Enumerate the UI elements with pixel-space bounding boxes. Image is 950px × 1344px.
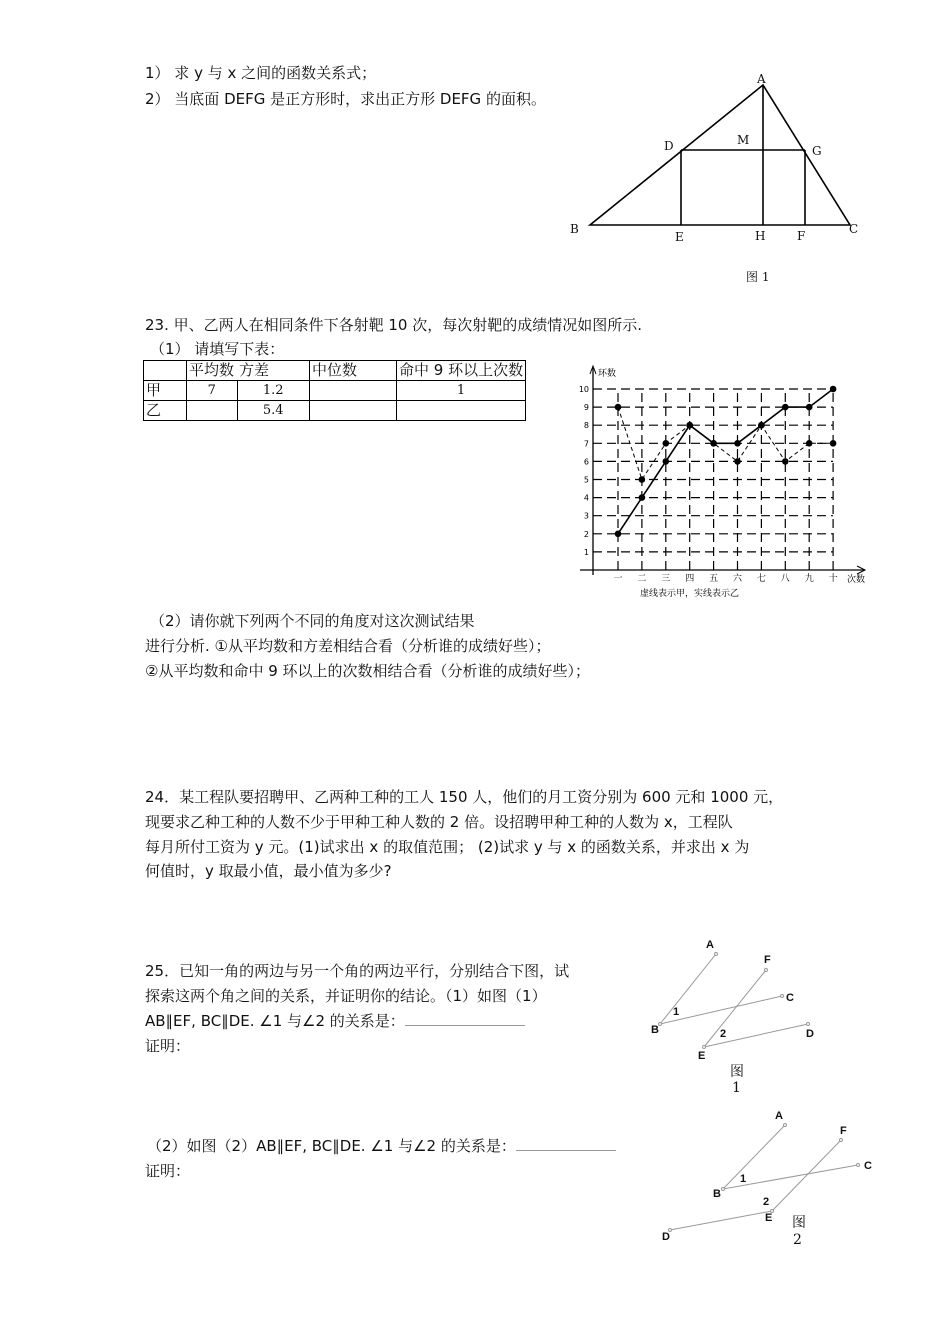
fig2-caption-b: 2	[793, 1232, 802, 1248]
label-f: F	[797, 229, 806, 243]
fig2-label-e: E	[765, 1212, 773, 1224]
fig2-label-a: A	[775, 1110, 783, 1122]
q22-line2: 2） 当底面 DEFG 是正方形时，求出正方形 DEFG 的面积。	[145, 90, 546, 108]
figure-1-caption: 图 1	[746, 270, 770, 284]
label-g: G	[812, 144, 822, 158]
proof-label-1: 证明：	[145, 1037, 191, 1055]
fig1-caption-a: 图	[730, 1064, 744, 1080]
x-tick-label: 六	[732, 574, 743, 584]
table-header: 方差	[237, 361, 310, 381]
data-point-甲	[639, 476, 646, 483]
data-point-乙	[710, 440, 717, 447]
table-header: 命中 9 环以上次数	[397, 361, 526, 381]
answer-blank-1[interactable]	[405, 1013, 525, 1026]
fig1-label-2: 2	[720, 1028, 727, 1040]
x-tick-label: 五	[709, 574, 719, 584]
y-tick-label: 8	[583, 421, 589, 431]
q24-line3: 每月所付工资为 y 元。(1)试求出 x 的取值范围； (2)试求 y 与 x 的函数关系，并求出 x 为	[145, 838, 750, 856]
data-point-乙	[686, 422, 693, 429]
q24-line4: 何值时，y 取最小值，最小值为多少?	[145, 862, 392, 880]
table-cell: 1	[397, 381, 526, 401]
y-tick-label: 4	[583, 493, 589, 503]
answer-blank-2[interactable]	[516, 1138, 616, 1151]
data-point-乙	[782, 404, 789, 411]
q23-title: 23. 甲、乙两人在相同条件下各射靶 10 次，每次射靶的成绩情况如图所示.	[145, 316, 643, 334]
y-tick-label: 10	[578, 385, 589, 394]
q25-line1: 25．已知一角的两边与另一个角的两边平行，分别结合下图，试	[145, 962, 570, 980]
label-m: M	[737, 133, 750, 147]
x-tick-label: 三	[661, 574, 671, 584]
data-point-甲	[830, 440, 837, 447]
q25-line2: 探索这两个角之间的关系，并证明你的结论。（1）如图（1）	[145, 987, 547, 1005]
q23-part2-line2: 进行分析. ①从平均数和方差相结合看（分析谁的成绩好些）；	[145, 637, 551, 655]
fig2-label-1: 1	[740, 1173, 747, 1185]
y-axis-label: 环数	[598, 369, 617, 379]
fig2-label-c: C	[864, 1160, 872, 1172]
label-h: H	[755, 229, 766, 243]
x-axis-label: 次数	[847, 575, 866, 585]
x-tick-label: 一	[613, 574, 623, 584]
y-tick-label: 3	[583, 511, 589, 521]
data-point-乙	[615, 531, 622, 538]
q25-question-1: AB∥EF, BC∥DE. ∠1 与∠2 的关系是：	[145, 1012, 405, 1030]
fig2-label-d: D	[662, 1231, 670, 1243]
fig2-label-b: B	[713, 1188, 721, 1200]
label-d: D	[664, 139, 674, 153]
table-cell: 7	[187, 381, 238, 401]
label-a: A	[757, 72, 766, 86]
y-tick-label: 9	[583, 403, 589, 413]
q22-line1: 1） 求 y 与 x 之间的函数关系式；	[145, 64, 377, 82]
data-point-甲	[806, 440, 813, 447]
table-header: 平均数	[187, 361, 238, 381]
fig1-label-b: B	[651, 1024, 659, 1036]
table-cell: 乙	[144, 401, 187, 421]
fig2-label-f: F	[840, 1125, 847, 1137]
fig1-label-e: E	[698, 1050, 706, 1062]
chart-caption: 虚线表示甲，实线表示乙	[640, 589, 740, 599]
data-point-甲	[782, 458, 789, 465]
fig2-label-2: 2	[763, 1196, 770, 1208]
fig1-label-f: F	[764, 954, 771, 966]
x-tick-label: 八	[780, 574, 790, 584]
fig2-caption-a: 图	[792, 1215, 806, 1231]
table-cell: 1.2	[237, 381, 310, 401]
table-cell: 甲	[144, 381, 187, 401]
x-tick-label: 七	[756, 574, 766, 584]
q25-line4	[147, 1137, 616, 1155]
data-point-甲	[734, 458, 741, 465]
table-cell: 5.4	[237, 401, 310, 421]
label-c: C	[849, 222, 859, 236]
y-tick-label: 2	[583, 529, 589, 539]
fig1-caption-b: 1	[732, 1080, 741, 1096]
q25-question-2: （2）如图（2）AB∥EF, BC∥DE. ∠1 与∠2 的关系是：	[147, 1137, 516, 1155]
data-point-乙	[806, 404, 813, 411]
x-tick-label: 二	[637, 574, 647, 584]
q24-line2: 现要求乙种工种的人数不少于甲种工种人数的 2 倍。设招聘甲种工种的人数为 x，工程队	[145, 813, 733, 831]
q23-part2-line3: ②从平均数和命中 9 环以上的次数相结合看（分析谁的成绩好些）；	[145, 662, 591, 680]
q23-part1: （1） 请填写下表：	[150, 340, 285, 358]
data-point-乙	[639, 494, 646, 501]
label-b: B	[570, 222, 579, 236]
fig1-label-1: 1	[673, 1006, 680, 1018]
data-point-甲	[663, 440, 670, 447]
x-tick-label: 四	[685, 574, 695, 584]
q23-part2-line1: （2）请你就下列两个不同的角度对这次测试结果	[150, 612, 475, 630]
proof-label-2: 证明：	[145, 1162, 191, 1180]
y-tick-label: 1	[583, 547, 589, 557]
fig1-label-a: A	[706, 939, 714, 951]
x-tick-label: 九	[804, 574, 814, 584]
data-point-乙	[830, 386, 837, 393]
q24-line1: 24．某工程队要招聘甲、乙两种工种的工人 150 人，他们的月工资分别为 600 元和 1000 元，	[145, 788, 784, 806]
data-point-乙	[758, 422, 765, 429]
fig1-label-c: C	[786, 992, 794, 1004]
data-point-乙	[663, 458, 670, 465]
label-e: E	[675, 230, 684, 244]
fig1-label-d: D	[806, 1028, 814, 1040]
table-header: 中位数	[310, 361, 397, 381]
y-tick-label: 5	[583, 475, 589, 485]
data-point-乙	[734, 440, 741, 447]
y-tick-label: 7	[583, 439, 589, 449]
x-tick-label: 十	[828, 574, 838, 584]
data-point-甲	[615, 404, 622, 411]
q25-line3	[145, 1012, 525, 1030]
y-tick-label: 6	[583, 457, 589, 467]
